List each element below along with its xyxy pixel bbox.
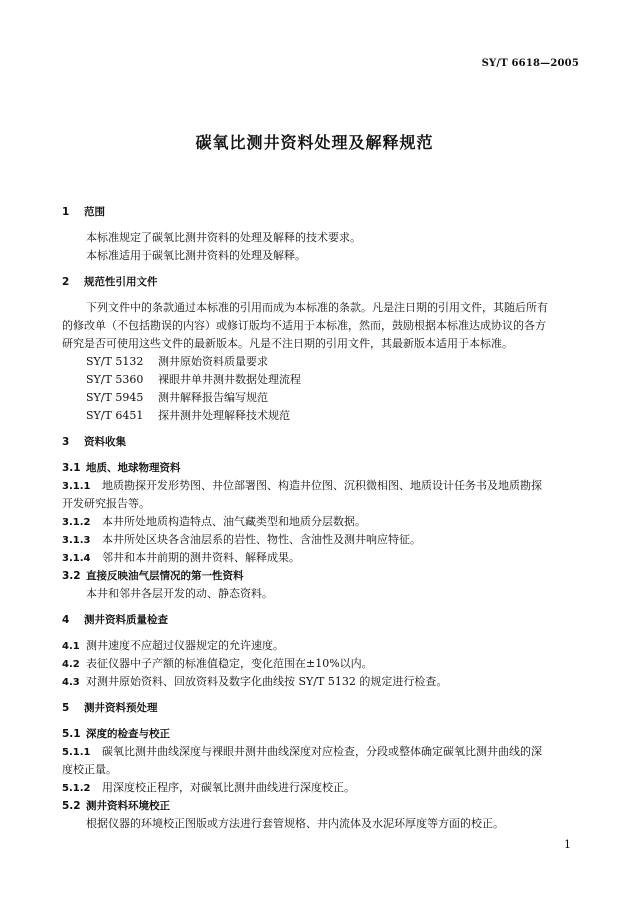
section-number: 3 [62,436,70,448]
paragraph-line: 研究是否可使用这些文件的最新版本。凡是不注日期的引用文件，其最新版本适用于本标准。 [62,337,513,350]
paragraph-line: 下列文件中的条款通过本标准的引用而成为本标准的条款。凡是注日期的引用文件，其随后所有 [86,301,548,314]
section-title: 测井资料预处理 [84,702,158,714]
subsection-title: 直接反映油气层情况的第一性资料 [86,570,244,582]
paragraph: 本标准规定了碳氧比测井资料的处理及解释的技术要求。 [86,231,361,244]
page-number: 1 [564,838,571,851]
subsection-number: 3.2 [62,570,81,582]
subsection-title: 地质、地球物理资料 [86,462,181,474]
clause [62,673,582,691]
reference-name: 裸眼井单井测井数据处理流程 [158,373,301,386]
clause-number: 4.1 [62,641,80,652]
clause-text: 碳氧比测井曲线深度与裸眼井测井曲线深度对应检查，分段或整体确定碳氧比测井曲线的深 [102,745,542,758]
subsection-number: 5.1 [62,728,81,740]
subsection-number: 5.2 [62,800,81,812]
paragraph: 本标准适用于碳氧比测井资料的处理及解释。 [86,249,306,262]
reference-name: 测井解释报告编写规范 [158,391,268,404]
clause [62,637,582,655]
clause [62,477,582,495]
reference-code: SY/T 5360 [86,373,144,386]
subsection-heading [62,797,582,815]
clause-number: 3.1.2 [62,517,91,528]
section-heading [62,203,582,221]
clause-text: 对测井原始资料、回放资料及数字化曲线按 SY/T 5132 的规定进行检查。 [86,675,448,688]
section-title: 规范性引用文件 [84,276,158,288]
clause-text: 测井速度不应超过仪器规定的允许速度。 [86,639,284,652]
subsection-title: 深度的检查与校正 [86,728,170,740]
subsection-heading [62,725,582,743]
document-title: 碳氧比测井资料处理及解释规范 [195,133,434,152]
paragraph: 本井和邻井各层开发的动、静态资料。 [86,587,273,600]
clause [62,513,582,531]
section-number: 4 [62,614,70,626]
clause [62,779,582,797]
clause-continuation: 开发研究报告等。 [62,497,150,510]
clause [62,531,582,549]
clause [62,743,582,761]
section-number: 2 [62,276,70,288]
section-heading [62,273,582,291]
clause-number: 5.1.1 [62,747,91,758]
reference-code: SY/T 5945 [86,391,144,404]
subsection-title: 测井资料环境校正 [86,800,170,812]
section-heading [62,699,582,717]
reference-item [62,371,582,389]
reference-item [62,407,582,425]
clause-number: 3.1.4 [62,553,91,564]
clause-text: 本井所处地质构造特点、油气藏类型和地质分层数据。 [102,515,366,528]
clause [62,655,582,673]
section-title: 测井资料质量检查 [84,614,168,626]
clause-number: 3.1.3 [62,535,91,546]
section-heading [62,433,582,451]
clause-number: 3.1.1 [62,481,91,492]
document-body [62,203,582,833]
clause-number: 4.3 [62,677,80,688]
section-title: 范围 [84,206,105,218]
clause-text: 用深度校正程序，对碳氧比测井曲线进行深度校正。 [102,781,355,794]
section-title: 资料收集 [84,436,126,448]
standard-code: SY/T 6618—2005 [481,58,579,69]
clause-number: 5.1.2 [62,783,91,794]
section-heading [62,611,582,629]
reference-item [62,389,582,407]
clause-text: 本井所处区块各含油层系的岩性、物性、含油性及测井响应特征。 [102,533,421,546]
subsection-number: 3.1 [62,462,81,474]
clause-continuation: 度校正量。 [62,763,117,776]
clause [62,549,582,567]
paragraph: 根据仪器的环境校正图版或方法进行套管规格、井内流体及水泥环厚度等方面的校正。 [86,817,504,830]
reference-name: 测井原始资料质量要求 [158,355,268,368]
subsection-heading [62,567,582,585]
section-number: 1 [62,206,70,218]
subsection-heading [62,459,582,477]
paragraph-line: 的修改单（不包括勘误的内容）或修订版均不适用于本标准，然而，鼓励根据本标准达成协议的各方 [62,319,546,332]
section-number: 5 [62,702,70,714]
clause-text: 地质勘探开发形势图、井位部署图、构造井位图、沉积微相图、地质设计任务书及地质勘探 [102,479,542,492]
clause-number: 4.2 [62,659,80,670]
reference-code: SY/T 5132 [86,355,144,368]
reference-name: 探井测井处理解释技术规范 [158,409,290,422]
clause-text: 表征仪器中子产额的标准值稳定，变化范围在±10%以内。 [86,657,373,670]
clause-text: 邻井和本井前期的测井资料、解释成果。 [102,551,300,564]
reference-code: SY/T 6451 [86,409,144,422]
reference-item [62,353,582,371]
